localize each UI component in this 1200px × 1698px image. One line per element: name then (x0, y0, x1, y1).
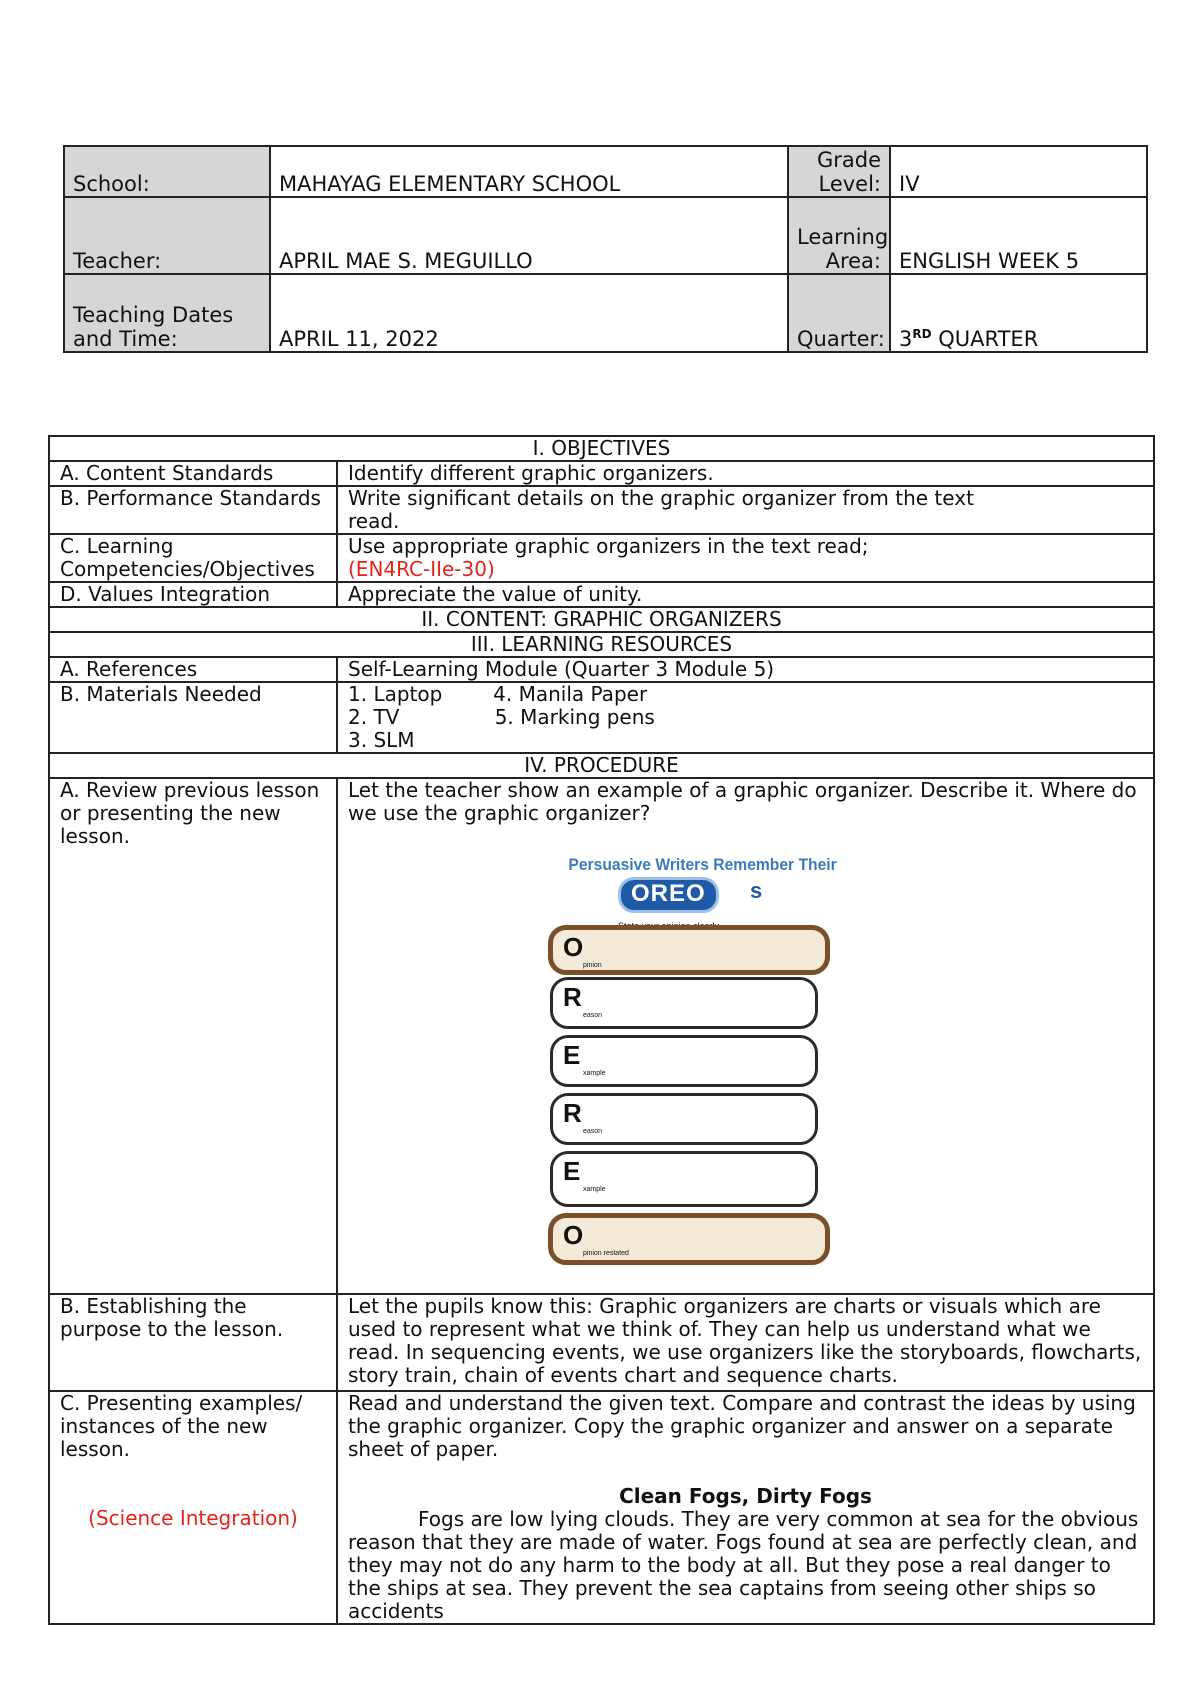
oreo-logo-suffix: s (750, 878, 763, 903)
story-title: Clean Fogs, Dirty Fogs (619, 1484, 872, 1508)
teacher-value: APRIL MAE S. MEGUILLO (270, 197, 788, 274)
review-label: A. Review previous lesson or presenting the new lesson. (49, 778, 337, 1294)
oreo-graphic-organizer (548, 853, 848, 1283)
oreo-sub: eason (583, 1012, 603, 1019)
quarter-label: Quarter: (788, 274, 890, 352)
quarter-value (890, 274, 1147, 352)
quarter-number: 3 (899, 327, 913, 351)
oreo-logo: OREO (618, 877, 719, 913)
review-cell (337, 778, 1154, 1294)
performance-standards-value: Write significant details on the graphic organizer from the text read. (337, 486, 1154, 534)
references-label: A. References (49, 657, 337, 682)
materials-label: B. Materials Needed (49, 682, 337, 753)
materials-line-3: 3. SLM (348, 728, 415, 752)
content-standards-value: Identify different graphic organizers. (337, 461, 1154, 486)
oreo-sub: xample (583, 1070, 606, 1077)
story-text: Fogs are low lying clouds. They are very common at sea for the obvious reason that they are made of water. Fogs found at sea are perfectly clean, and they may not do any harm to the body at all. But they pose a real danger to the ships at sea. They prevent the sea captains from seeing other ships so accidents (348, 1507, 1139, 1623)
performance-standards-label: B. Performance Standards (49, 486, 337, 534)
objectives-heading: I. OBJECTIVES (49, 436, 1154, 461)
content-standards-label: A. Content Standards (49, 461, 337, 486)
competencies-value: Use appropriate graphic organizers in the text read; (348, 534, 869, 558)
oreo-letter: R (563, 982, 582, 1012)
area-value: ENGLISH WEEK 5 (890, 197, 1147, 274)
procedure-heading: IV. PROCEDURE (49, 753, 1154, 778)
school-label: School: (64, 146, 270, 197)
oreo-sub: eason (583, 1128, 603, 1135)
references-value: Self-Learning Module (Quarter 3 Module 5) (337, 657, 1154, 682)
resources-heading: III. LEARNING RESOURCES (49, 632, 1154, 657)
teacher-label: Teacher: (64, 197, 270, 274)
materials-cell (337, 682, 1154, 753)
oreo-sub: pinion (583, 962, 602, 969)
materials-line-1: 1. Laptop 4. Manila Paper (348, 682, 648, 706)
values-integration-label: D. Values Integration (49, 582, 337, 607)
dates-value: APRIL 11, 2022 (270, 274, 788, 352)
competencies-label: C. Learning Competencies/Objectives (49, 534, 337, 582)
oreo-layer-3 (550, 1035, 818, 1087)
examples-label: C. Presenting examples/ instances of the new lesson. (60, 1391, 303, 1461)
content-heading: II. CONTENT: GRAPHIC ORGANIZERS (49, 607, 1154, 632)
oreo-layer-4 (550, 1093, 818, 1145)
quarter-suffix: RD (912, 327, 932, 341)
oreo-letter: R (563, 1098, 582, 1128)
examples-cell-right (337, 1391, 1154, 1624)
materials-line-2: 2. TV 5. Marking pens (348, 705, 655, 729)
oreo-layer-6 (548, 1213, 830, 1265)
values-integration-value: Appreciate the value of unity. (337, 582, 1154, 607)
competency-code: (EN4RC-IIe-30) (348, 557, 495, 581)
oreo-sub: pinion restated (583, 1250, 629, 1257)
area-label: Learning Area: (788, 197, 890, 274)
oreo-letter: O (563, 1220, 584, 1250)
oreo-letter: E (563, 1156, 581, 1186)
review-value: Let the teacher show an example of a graphic organizer. Describe it. Where do we use the graphic organizer? (348, 778, 1137, 825)
oreo-letter: O (563, 932, 584, 962)
examples-cell-left (49, 1391, 337, 1624)
competencies-cell (337, 534, 1154, 582)
header-table (63, 145, 1148, 353)
purpose-label: B. Establishing the purpose to the lesson. (49, 1294, 337, 1391)
science-integration: (Science Integration) (88, 1506, 298, 1530)
oreo-letter: E (563, 1040, 581, 1070)
oreo-layer-5 (550, 1151, 818, 1207)
dates-label: Teaching Dates and Time: (64, 274, 270, 352)
lesson-plan-table (48, 435, 1155, 1625)
purpose-value: Let the pupils know this: Graphic organizers are charts or visuals which are used to represent what we think of. They can help us understand what we read. In sequencing events, we use organizers like the storyboards, flowcharts, story train, chain of events chart and sequence charts. (337, 1294, 1154, 1391)
oreo-sub: xample (583, 1186, 606, 1193)
oreo-layer-1 (548, 925, 830, 975)
oreo-title: Persuasive Writers Remember Their (568, 855, 837, 874)
examples-value: Read and understand the given text. Compare and contrast the ideas by using the graphic organizer. Copy the graphic organizer and answer on a separate sheet of paper. (348, 1391, 1136, 1461)
grade-value: IV (890, 146, 1147, 197)
school-value: MAHAYAG ELEMENTARY SCHOOL (270, 146, 788, 197)
quarter-word: QUARTER (938, 327, 1039, 351)
grade-label: Grade Level: (788, 146, 890, 197)
oreo-layer-2 (550, 977, 818, 1029)
